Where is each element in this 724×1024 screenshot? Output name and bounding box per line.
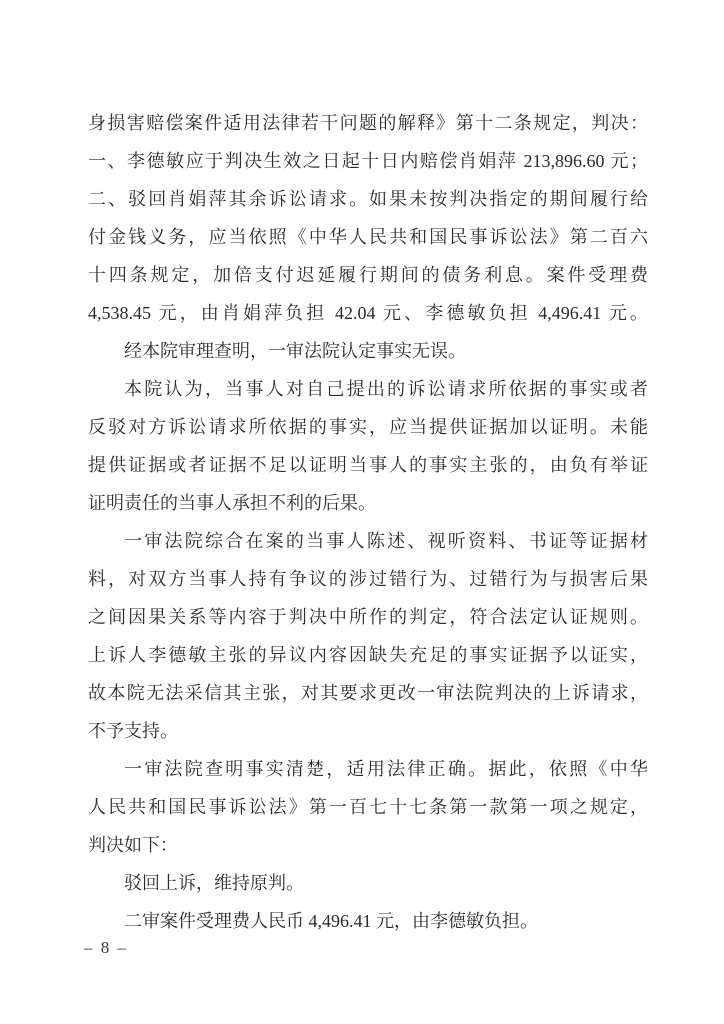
text-line: 不予支持。 (88, 721, 178, 741)
page-number: – 8 – (84, 938, 128, 957)
text-line: 二、驳回肖娟萍其余诉讼请求。如果未按判决指定的期间履行给 (88, 189, 648, 209)
text-line: 之间因果关系等内容于判决中所作的判定，符合法定认证规则。 (88, 607, 648, 627)
text-line: 十四条规定，加倍支付迟延履行期间的债务利息。案件受理费 (88, 265, 648, 285)
text-line: 证明责任的当事人承担不利的后果。 (88, 493, 376, 513)
text-line: 二审案件受理费人民币 4,496.41 元，由李德敏负担。 (124, 911, 538, 931)
text-line: 上诉人李德敏主张的异议内容因缺失充足的事实证据予以证实， (88, 645, 648, 665)
text-line: 人民共和国民事诉讼法》第一百七十七条第一款第一项之规定， (88, 797, 648, 817)
text-line: 一审法院查明事实清楚，适用法律正确。据此，依照《中华 (124, 759, 648, 779)
text-line: 一、李德敏应于判决生效之日起十日内赔偿肖娟萍 213,896.60 元； (88, 151, 648, 171)
text-line: 经本院审理查明，一审法院认定事实无误。 (124, 341, 466, 361)
judgment-text-block (88, 104, 648, 940)
text-line: 付金钱义务，应当依照《中华人民共和国民事诉讼法》第二百六 (88, 227, 648, 247)
text-line: 反驳对方诉讼请求所依据的事实，应当提供证据加以证明。未能 (88, 417, 648, 437)
text-line: 本院认为，当事人对自己提出的诉讼请求所依据的事实或者 (124, 379, 648, 399)
text-line: 一审法院综合在案的当事人陈述、视听资料、书证等证据材 (124, 531, 648, 551)
text-line: 故本院无法采信其主张，对其要求更改一审法院判决的上诉请求， (88, 683, 648, 703)
text-line: 判决如下： (88, 835, 178, 855)
text-line: 身损害赔偿案件适用法律若干问题的解释》第十二条规定，判决： (88, 113, 648, 133)
text-line: 料，对双方当事人持有争议的涉过错行为、过错行为与损害后果 (88, 569, 648, 589)
text-line: 驳回上诉，维持原判。 (124, 873, 304, 893)
text-line: 提供证据或者证据不足以证明当事人的事实主张的，由负有举证 (88, 455, 648, 475)
text-line: 4,538.45 元，由肖娟萍负担 42.04 元、李德敏负担 4,496.41 元。 (88, 303, 648, 323)
